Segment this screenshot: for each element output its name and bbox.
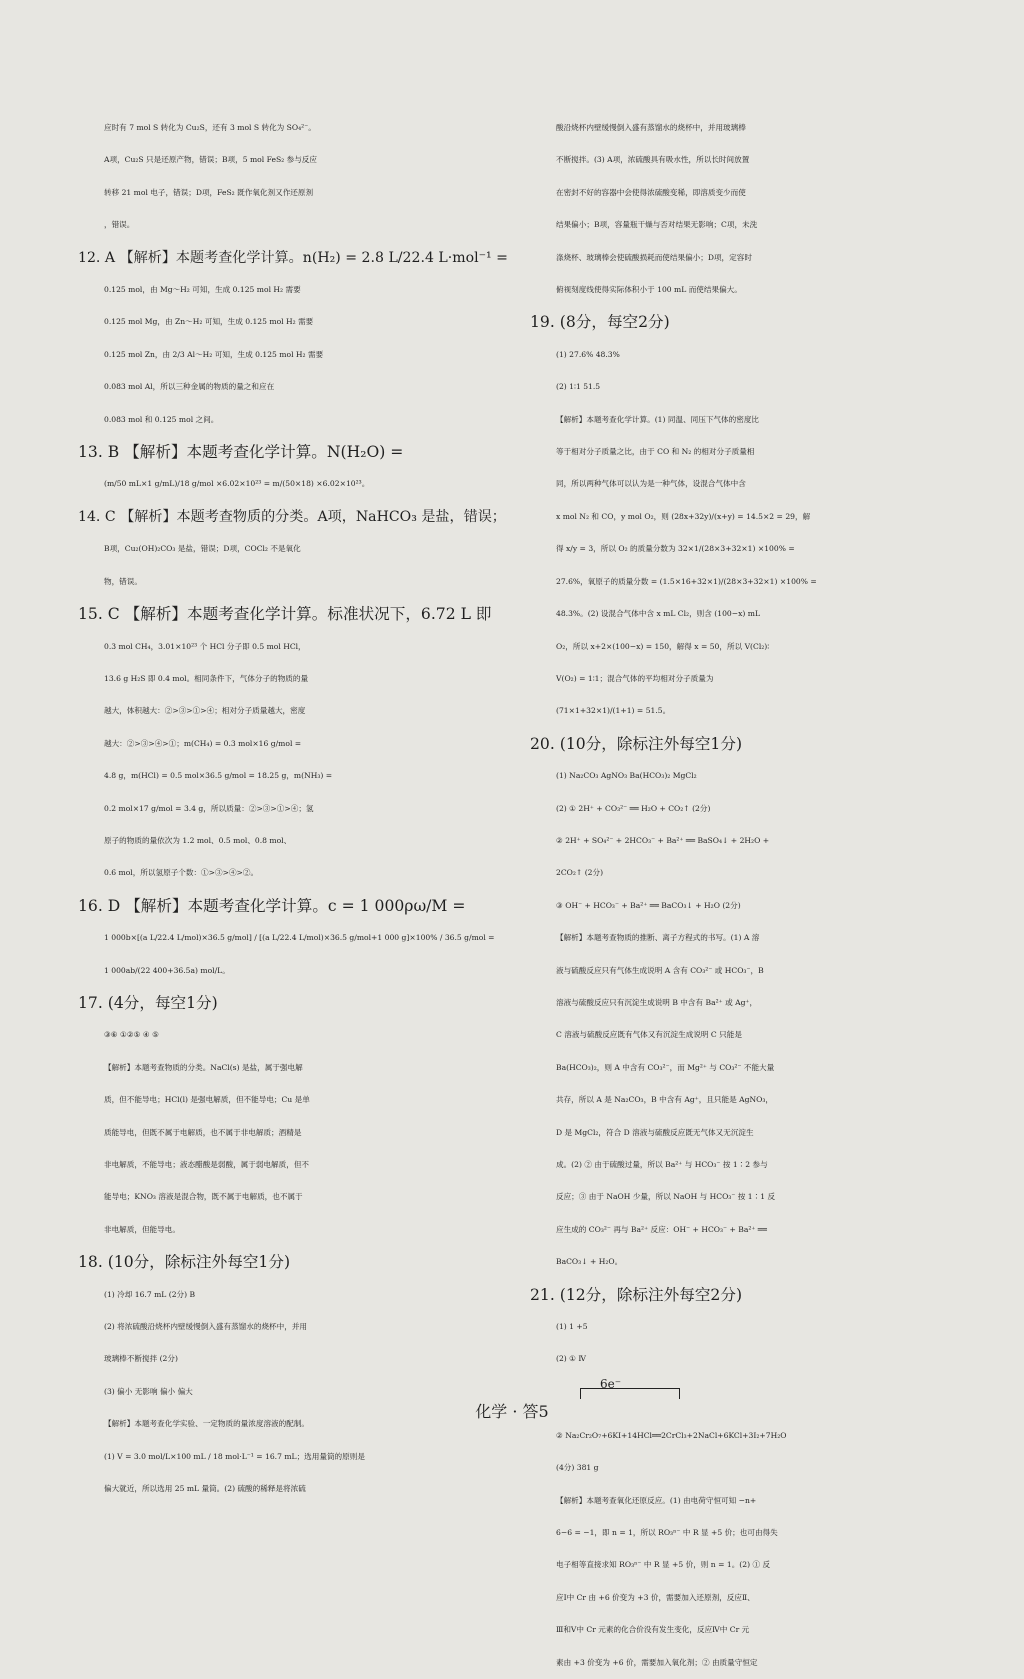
text-line: 20. (10分，除标注外每空1分) <box>530 734 743 753</box>
text-line: V(O₂) = 1∶1；混合气体的平均相对分子质量为 <box>556 673 714 683</box>
text-line: ② 2H⁺ + SO₄²⁻ + 2HCO₃⁻ + Ba²⁺ ══ BaSO₄↓ + 2H₂O + <box>556 835 770 845</box>
text-line: (1) V = 3.0 mol/L×100 mL / 18 mol·L⁻¹ = 16.7 mL；选用量筒的原则是 <box>104 1451 365 1461</box>
electron-transfer-arrow <box>580 1388 680 1399</box>
text-line: 越大：②>③>④>①；m(CH₄) = 0.3 mol×16 g/mol = <box>104 738 302 748</box>
text-line: 物，错误。 <box>104 576 142 586</box>
text-line: 【解析】本题考查化学实验、一定物质的量浓度溶液的配制。 <box>104 1419 310 1429</box>
text-line: 0.2 mol×17 g/mol = 3.4 g，所以质量：②>③>①>④；氢 <box>104 803 314 813</box>
text-line: 应生成的 CO₃²⁻ 再与 Ba²⁺ 反应：OH⁻ + HCO₃⁻ + Ba²⁺ ══ <box>556 1224 767 1234</box>
text-line: ，错误。 <box>104 220 135 230</box>
text-line: 0.6 mol，所以氢原子个数：①>③>④>②。 <box>104 868 259 878</box>
text-line: 【解析】本题考查氧化还原反应。(1) 由电荷守恒可知 −n+ <box>556 1495 757 1505</box>
text-line: 结果偏小；B项，容量瓶干燥与否对结果无影响；C项，未洗 <box>556 220 758 230</box>
text-line: 0.125 mol Zn，由 2/3 Al～H₂ 可知，生成 0.125 mol H₂ 需要 <box>104 349 324 359</box>
text-line: 不断搅拌。(3) A项，浓硫酸具有吸水性，所以长时间放置 <box>556 155 750 165</box>
text-line: (1) Na₂CO₃ AgNO₃ Ba(HCO₃)₂ MgCl₂ <box>556 771 697 781</box>
text-line: 溶液与硫酸反应只有沉淀生成说明 B 中含有 Ba²⁺ 或 Ag⁺， <box>556 997 758 1007</box>
text-line: BaCO₃↓ + H₂O。 <box>556 1257 623 1267</box>
text-line: 反应；③ 由于 NaOH 少量，所以 NaOH 与 HCO₃⁻ 按 1∶1 反 <box>556 1192 776 1202</box>
text-line: 1 000ab/(22 400+36.5a) mol/L。 <box>104 965 230 975</box>
text-line: (1) 1 +5 <box>556 1322 588 1332</box>
text-line: 电子相等直接求知 RO₃ⁿ⁻ 中 R 显 +5 价，则 n = 1。(2) ① 反 <box>556 1560 771 1570</box>
text-line: Ba(HCO₃)₂，则 A 中含有 CO₃²⁻，而 Mg²⁺ 与 CO₃²⁻ 不能大量 <box>556 1062 775 1072</box>
text-line: (2) 将浓硫酸沿烧杯内壁缓慢倒入盛有蒸馏水的烧杯中，并用 <box>104 1322 308 1332</box>
text-line: 0.125 mol，由 Mg～H₂ 可知，生成 0.125 mol H₂ 需要 <box>104 285 301 295</box>
text-line: 质，但不能导电；HCl(l) 是强电解质，但不能导电；Cu 是单 <box>104 1095 310 1105</box>
text-line: (2) ① 2H⁺ + CO₃²⁻ ══ H₂O + CO₂↑ (2分) <box>556 803 711 813</box>
text-line: 15. C 【解析】本题考查化学计算。标准状况下，6.72 L 即 <box>78 605 492 624</box>
page-footer: 化学 · 答5 <box>475 1402 549 1421</box>
text-line: (m/50 mL×1 g/mL)/18 g/mol ×6.02×10²³ = m/(50×18) ×6.02×10²³。 <box>104 479 370 489</box>
text-line: 48.3%。(2) 设混合气体中含 x mL Cl₂，则含 (100−x) mL <box>556 609 761 619</box>
text-line: 4.8 g，m(HCl) = 0.5 mol×36.5 g/mol = 18.25 g，m(NH₃) = <box>104 771 333 781</box>
text-line: 0.3 mol CH₄，3.01×10²³ 个 HCl 分子即 0.5 mol HCl， <box>104 641 306 651</box>
text-line: (3) 偏小 无影响 偏小 偏大 <box>104 1386 193 1396</box>
text-line: 同，所以两种气体可以认为是一种气体，设混合气体中含 <box>556 479 746 489</box>
text-line: ③ OH⁻ + HCO₃⁻ + Ba²⁺ ══ BaCO₃↓ + H₂O (2分) <box>556 900 741 910</box>
text-line: 【解析】本题考查化学计算。(1) 同温、同压下气体的密度比 <box>556 414 760 424</box>
text-line: 16. D 【解析】本题考查化学计算。c = 1 000ρω/M = <box>78 896 466 915</box>
text-line: 液与硫酸反应只有气体生成说明 A 含有 CO₃²⁻ 或 HCO₃⁻，B <box>556 965 764 975</box>
text-line: 能导电；KNO₃ 溶液是混合物，既不属于电解质，也不属于 <box>104 1192 303 1202</box>
text-line: (1) 27.6% 48.3% <box>556 349 620 359</box>
text-line: 非电解质，不能导电；液态醋酸是弱酸，属于弱电解质，但不 <box>104 1160 310 1169</box>
text-line: 玻璃棒不断搅拌 (2分) <box>104 1354 178 1364</box>
electron-transfer-label: 6e⁻ <box>600 1376 622 1391</box>
text-line: (2) ① Ⅳ <box>556 1354 586 1364</box>
text-line: O₂，所以 x+2×(100−x) = 150，解得 x = 50，所以 V(Cl₂)∶ <box>556 641 770 651</box>
text-line: 得 x/y = 3，所以 O₂ 的质量分数为 32×1/(28×3+32×1) ×100% = <box>556 544 795 554</box>
text-line: 12. A 【解析】本题考查化学计算。n(H₂) = 2.8 L/22.4 L·mol⁻¹ = <box>78 249 508 266</box>
text-line: 1 000b×[(a L/22.4 L/mol)×36.5 g/mol] / [(a L/22.4 L/mol)×36.5 g/mol+1 000 g]×100% / 36.5 g/mol = <box>104 933 495 943</box>
text-line: 质能导电，但既不属于电解质，也不属于非电解质；酒精是 <box>104 1127 302 1137</box>
text-line: 0.125 mol Mg，由 Zn～H₂ 可知，生成 0.125 mol H₂ 需要 <box>104 317 314 327</box>
text-line: 【解析】本题考查物质的分类。NaCl(s) 是盐，属于强电解 <box>104 1062 303 1072</box>
text-line: ③⑥ ①②⑤ ④ ⑤ <box>104 1030 159 1040</box>
text-line: A项，Cu₂S 只是还原产物，错误；B项，5 mol FeS₂ 参与反应 <box>104 155 317 165</box>
text-line: 2CO₂↑ (2分) <box>556 868 604 878</box>
text-line: (71×1+32×1)/(1+1) = 51.5。 <box>556 706 671 716</box>
text-line: 【解析】本题考查物质的推断、离子方程式的书写。(1) A 溶 <box>556 933 760 943</box>
text-line: 共存，所以 A 是 Na₂CO₃，B 中含有 Ag⁺，且只能是 AgNO₃， <box>556 1095 773 1105</box>
text-line: 19. (8分，每空2分) <box>530 313 670 332</box>
text-line: 13. B 【解析】本题考查化学计算。N(H₂O) = <box>78 443 404 462</box>
text-line: 6−6 = −1，即 n = 1，所以 RO₃ⁿ⁻ 中 R 显 +5 价；也可由得失 <box>556 1528 778 1538</box>
text-line: 素由 +3 价变为 +6 价，需要加入氧化剂；② 由质量守恒定 <box>556 1657 758 1667</box>
left-column <box>78 112 510 1505</box>
text-line: 27.6%，氧原子的质量分数 = (1.5×16+32×1)/(28×3+32×1) ×100% = <box>556 576 817 586</box>
text-line: 21. (12分，除标注外每空2分) <box>530 1285 743 1304</box>
text-line: 应Ⅰ中 Cr 由 +6 价变为 +3 价，需要加入还原剂，反应Ⅱ、 <box>556 1592 755 1602</box>
text-line: 18. (10分，除标注外每空1分) <box>78 1253 291 1272</box>
text-line: 等于相对分子质量之比，由于 CO 和 N₂ 的相对分子质量相 <box>556 447 755 457</box>
text-line: 17. (4分，每空1分) <box>78 993 218 1012</box>
text-line: 应时有 7 mol S 转化为 Cu₂S，还有 3 mol S 转化为 SO₄²⁻。 <box>104 123 316 132</box>
text-line: 14. C 【解析】本题考查物质的分类。A项，NaHCO₃ 是盐，错误； <box>78 508 506 525</box>
text-line: 涤烧杯、玻璃棒会使硫酸损耗而使结果偏小；D项，定容时 <box>556 252 752 262</box>
text-line: (4分) 381 g <box>556 1463 599 1473</box>
text-line: 偏大就近，所以选用 25 mL 量筒。(2) 硫酸的稀释是将浓硫 <box>104 1484 306 1494</box>
text-line: 非电解质，但能导电。 <box>104 1224 180 1234</box>
text-line: 在密封不好的容器中会使得浓硫酸变稀，即溶质变少而使 <box>556 187 746 197</box>
text-line: Ⅲ和Ⅴ中 Cr 元素的化合价没有发生变化，反应Ⅳ中 Cr 元 <box>556 1625 750 1635</box>
text-line: 原子的物质的量依次为 1.2 mol、0.5 mol、0.8 mol、 <box>104 835 292 845</box>
text-line: 俯视刻度线使得实际体积小于 100 mL 而使结果偏大。 <box>556 285 742 295</box>
text-line: 转移 21 mol 电子，错误；D项，FeS₂ 既作氧化剂又作还原剂 <box>104 187 314 197</box>
text-line: C 溶液与硫酸反应既有气体又有沉淀生成说明 C 只能是 <box>556 1030 742 1040</box>
text-line: 越大，体积越大：②>③>①>④；相对分子质量越大，密度 <box>104 706 306 716</box>
text-line: 成。(2) ② 由于硫酸过量，所以 Ba²⁺ 与 HCO₃⁻ 按 1∶2 参与 <box>556 1160 768 1169</box>
text-line: ② Na₂Cr₂O₇+6KI+14HCl══2CrCl₃+2NaCl+6KCl+3I₂+7H₂O <box>556 1430 787 1440</box>
text-line: 0.083 mol 和 0.125 mol 之间。 <box>104 414 219 424</box>
right-column <box>530 112 968 1679</box>
text-line: (2) 1∶1 51.5 <box>556 382 601 392</box>
text-line: x mol N₂ 和 CO，y mol O₂，则 (28x+32y)/(x+y) = 14.5×2 = 29，解 <box>556 511 811 521</box>
text-line: (1) 冷却 16.7 mL (2分) B <box>104 1289 196 1299</box>
text-line: 13.6 g H₂S 即 0.4 mol。相同条件下，气体分子的物质的量 <box>104 673 309 683</box>
text-line: 0.083 mol Al，所以三种金属的物质的量之和应在 <box>104 382 275 392</box>
text-line: D 是 MgCl₂，符合 D 溶液与硫酸反应既无气体又无沉淀生 <box>556 1127 754 1137</box>
text-line: B项，Cu₂(OH)₂CO₃ 是盐，错误；D项，COCl₂ 不是氧化 <box>104 544 301 554</box>
text-line: 酸沿烧杯内壁缓慢倒入盛有蒸馏水的烧杯中，并用玻璃棒 <box>556 123 746 132</box>
